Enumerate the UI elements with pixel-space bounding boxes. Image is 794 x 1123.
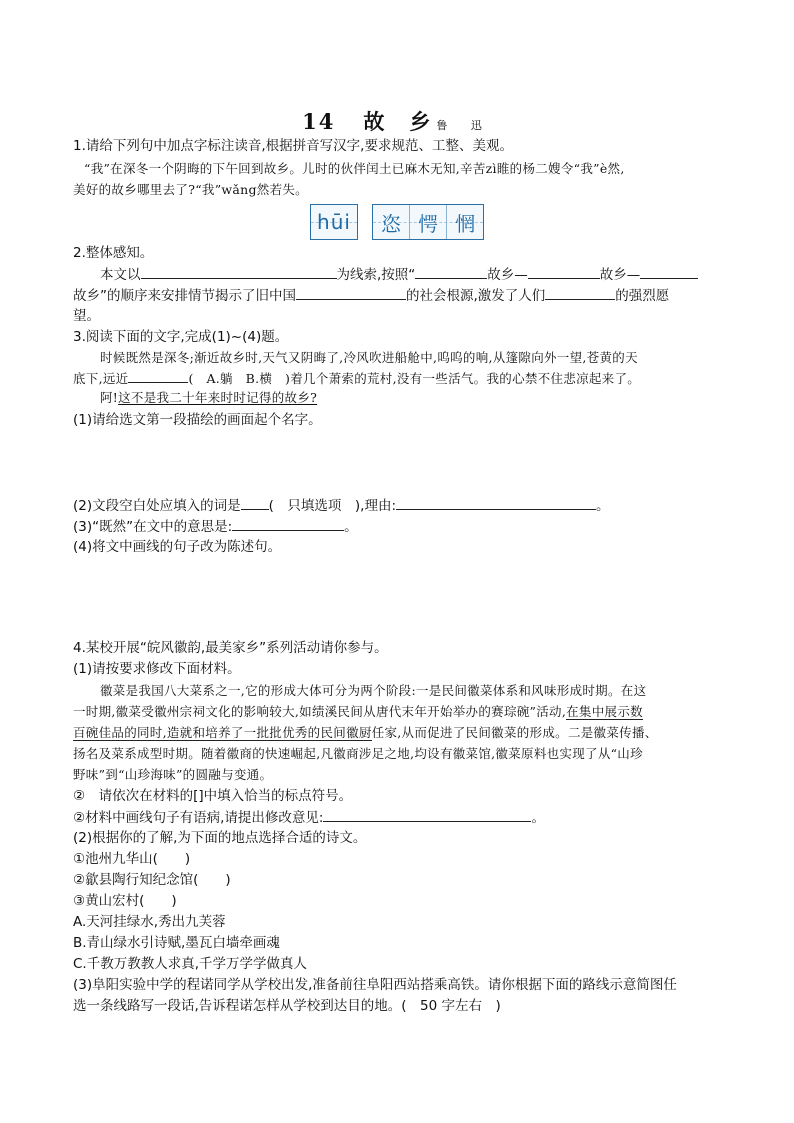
- q4-material-line3: [73, 723, 658, 743]
- q4-material-line1: 徽菜是我国八大菜系之一,它的形成大体可分为两个阶段:一是民间徽菜体系和风味形成时期。在这: [100, 683, 647, 698]
- q1-passage-line2: 美好的故乡哪里去了?“我”wǎng然若失。: [73, 182, 308, 197]
- pinyin-box-2[interactable]: [372, 204, 484, 240]
- q4-material-line2: [73, 702, 643, 722]
- underlined-sentence: 这不是我二十年来时时记得的故乡?: [118, 390, 318, 405]
- q3-sub3: [73, 516, 358, 537]
- q2-text: 故乡”的顺序来安排情节揭示了旧中国: [73, 288, 296, 304]
- author: 鲁 迅: [436, 119, 492, 132]
- q4-sub2: (2)根据你的了解,为下面的地点选择合适的诗文。: [73, 830, 367, 846]
- answer-blank[interactable]: [640, 264, 698, 279]
- char-cell-3: 惘: [455, 211, 475, 236]
- option-c: C.千教万教教人求真,千学万学学做真人: [73, 956, 308, 972]
- answer-blank[interactable]: [296, 285, 406, 300]
- q2-text: 为线索,按照“: [336, 267, 416, 283]
- q3-text: 。: [596, 498, 610, 514]
- answer-blank[interactable]: [323, 807, 531, 822]
- answer-blank[interactable]: [241, 495, 269, 510]
- q2-text: 故乡—: [599, 267, 641, 283]
- q4-prompt: 4.某校开展“皖风徽韵,最美家乡”系列活动请你参与。: [73, 640, 388, 656]
- q3-text: ( A.躺 B.横 )着几个萧索的荒村,没有一些活气。我的心禁不住悲凉起来了。: [188, 371, 641, 386]
- q2-line1: [100, 264, 698, 285]
- pinyin-box-1[interactable]: [310, 204, 358, 240]
- char-cell-2: 愕: [418, 211, 438, 236]
- answer-blank[interactable]: [396, 495, 596, 510]
- q2-text: 本文以: [100, 267, 141, 283]
- q3-text: (3)“既然”在文中的意思是:: [73, 519, 233, 535]
- q4-instruction2: [73, 807, 545, 828]
- char-cell-1: 恣: [381, 211, 401, 236]
- q3-text: (2)文段空白处应填入的词是: [73, 498, 241, 514]
- pinyin-box-1-text: hūi: [317, 210, 351, 234]
- q1-prompt: 1.请给下列句中加点字标注读音,根据拼音写汉字,要求规范、工整、美观。: [73, 138, 513, 154]
- answer-blank[interactable]: [141, 264, 337, 279]
- underlined-sentence: 百碗佳品的同时,造就和培养了一批批优秀的民间徽厨: [73, 725, 372, 740]
- q4-text: ②材料中画线句子有语病,请提出修改意见:: [73, 810, 324, 826]
- q3-passage-line3: [100, 388, 317, 408]
- answer-blank[interactable]: [528, 264, 600, 279]
- location-3: ③黄山宏村( ): [73, 893, 177, 909]
- q4-material-line5: 野味”到“山珍海味”的圆融与变通。: [73, 767, 273, 782]
- q2-text: 的强烈愿: [615, 288, 670, 304]
- q4-sub3-line1: (3)阜阳实验中学的程诺同学从学校出发,准备前往阜阳西站搭乘高铁。请你根据下面的路线示意简图任: [73, 977, 677, 993]
- answer-blank[interactable]: [232, 516, 344, 531]
- q3-sub1: (1)请给选文第一段描绘的画面起个名字。: [73, 412, 322, 428]
- q3-sub4: (4)将文中画线的句子改为陈述句。: [73, 539, 282, 555]
- option-b: B.青山绿水引诗赋,墨瓦白墙牵画魂: [73, 935, 280, 951]
- location-1: ①池州九华山( ): [73, 851, 191, 867]
- q4-sub3-line2: 选一条线路写一段话,告诉程诺怎样从学校到达目的地。( 50 字左右 ): [73, 998, 501, 1014]
- q3-text: 。: [344, 519, 358, 535]
- q3-text: ( 只填选项 ),理由:: [268, 498, 396, 514]
- q4-text: 。: [531, 810, 545, 826]
- q4-text: 任家,从而促进了民间徽菜的形成。二是徽菜传播、: [371, 725, 658, 740]
- q3-text: 底下,远近: [73, 371, 129, 386]
- q4-instruction1: ② 请依次在材料的[]中填入恰当的标点符号。: [73, 788, 353, 804]
- q3-text: 阿!: [100, 390, 119, 405]
- answer-blank[interactable]: [545, 285, 615, 300]
- lesson-number: 14: [302, 109, 336, 134]
- option-a: A.天河挂绿水,秀出九芙蓉: [73, 914, 226, 930]
- answer-blank[interactable]: [415, 264, 487, 279]
- q3-sub2: [73, 495, 610, 516]
- q2-prompt: 2.整体感知。: [73, 245, 154, 261]
- q2-line2: [73, 285, 669, 306]
- q2-text: 的社会根源,激发了人们: [406, 288, 546, 304]
- q2-text: 故乡—: [487, 267, 528, 283]
- answer-blank[interactable]: [128, 368, 188, 383]
- q3-prompt: 3.阅读下面的文字,完成(1)~(4)题。: [73, 329, 289, 345]
- q3-passage-line1: 时候既然是深冬;渐近故乡时,天气又阴晦了,冷风吹进船舱中,呜呜的响,从篷隙向外一望,苍黄的天: [100, 350, 638, 365]
- q2-line3: 望。: [73, 308, 100, 324]
- q4-sub1: (1)请按要求修改下面材料。: [73, 661, 241, 677]
- q4-material-line4: 扬名及菜系成型时期。随着徽商的快速崛起,凡徽商涉足之地,均设有徽菜馆,徽菜原料也实现了从“山珍: [73, 746, 643, 761]
- q3-passage-line2: [73, 368, 640, 389]
- lesson-name: 故 乡: [363, 109, 433, 134]
- location-2: ②歙县陶行知纪念馆( ): [73, 872, 231, 888]
- q4-text: 一时期,徽菜受徽州宗祠文化的影响较大,如绩溪民间从唐代末年开始举办的赛琮碗”活动,: [73, 704, 567, 719]
- underlined-sentence: 在集中展示数: [566, 704, 643, 719]
- q1-passage-line1: “我”在深冬一个阴晦的下午回到故乡。儿时的伙伴闰土已麻木无知,辛苦zì睢的杨二嫂令“我”è然,: [84, 161, 625, 176]
- lesson-title: [0, 106, 794, 136]
